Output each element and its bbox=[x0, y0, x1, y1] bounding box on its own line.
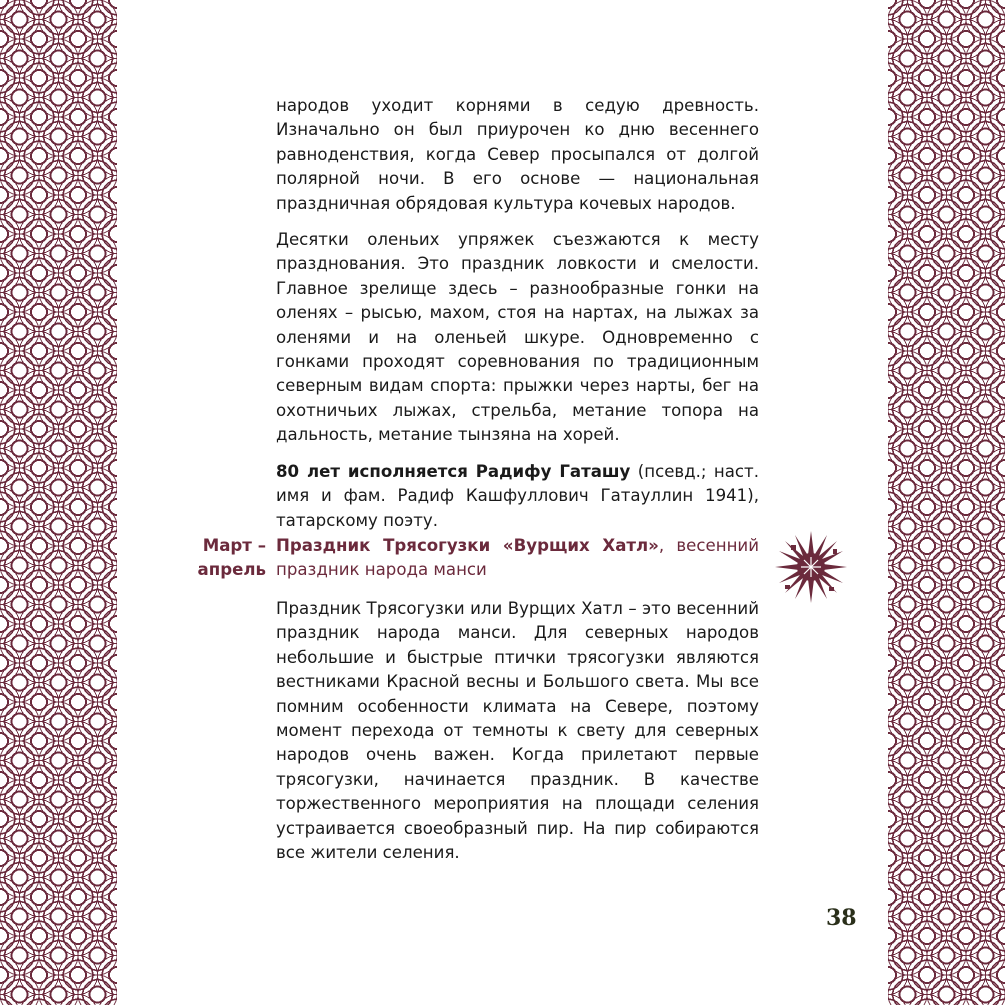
sunburst-emblem-icon bbox=[771, 527, 851, 607]
event-description bbox=[276, 597, 759, 865]
event-date-line-2: апрель bbox=[197, 560, 266, 580]
page-number: 38 bbox=[826, 905, 857, 931]
paragraph-3 bbox=[276, 460, 759, 533]
right-ornament-border bbox=[888, 0, 1005, 1005]
event-title bbox=[276, 534, 759, 583]
paragraph-1: народов уходит корнями в седую древность. Изначально он был приурочен ко дню весеннего равноденствия, когда Север просыпался от долгой полярной ночи. В его основе — национальная праздничная обрядовая культура кочевых народов. bbox=[276, 96, 759, 213]
paragraph-2: Десятки оленьих упряжек съезжаются к месту празднования. Это праздник ловкости и смелости. Главное зрелище здесь – разнообразные гонки на оленях – рысью, махом, стоя на нартах, на лыжах за оленями и на оленьей шкуре. Одновременно с гонками проходят соревнования по традиционным северным видам спорта: прыжки через нарты, бег на охотничьих лыжах, стрельба, метание топора на дальность, метание тынзяна на хорей. bbox=[276, 230, 759, 445]
emblem-inner-lines bbox=[801, 557, 821, 577]
main-text-block bbox=[276, 94, 759, 543]
event-date-line-1: Март – bbox=[202, 536, 266, 555]
anniversary-bold: 80 лет исполняется Радифу Гаташу bbox=[276, 461, 631, 481]
event-body-paragraph: Праздник Трясогузки или Вурщих Хатл – это весенний праздник народа манси. Для северных народов небольшие и быстрые птички трясогузки являются вестниками Красной весны и Большого света. Мы все помним особенности климата на Севере, поэтому момент перехода от темноты к свету для северных народов очень важен. Когда прилетают первые трясогузки, начинается праздник. В качестве торжественного мероприятия на площади селения устраивается своеобразный пир. На пир собираются все жители селения. bbox=[276, 599, 759, 863]
event-title-rest: , весенний праздник народа манси bbox=[276, 536, 759, 580]
event-date bbox=[190, 534, 266, 583]
anniversary-rest: (псевд.; наст. имя и фам. Радиф Кашфуллович Гатауллин 1941), татарскому поэту. bbox=[276, 461, 759, 530]
left-ornament-border bbox=[0, 0, 117, 1005]
event-title-bold: Праздник Трясогузки «Вурщих Хатл» bbox=[276, 536, 659, 555]
